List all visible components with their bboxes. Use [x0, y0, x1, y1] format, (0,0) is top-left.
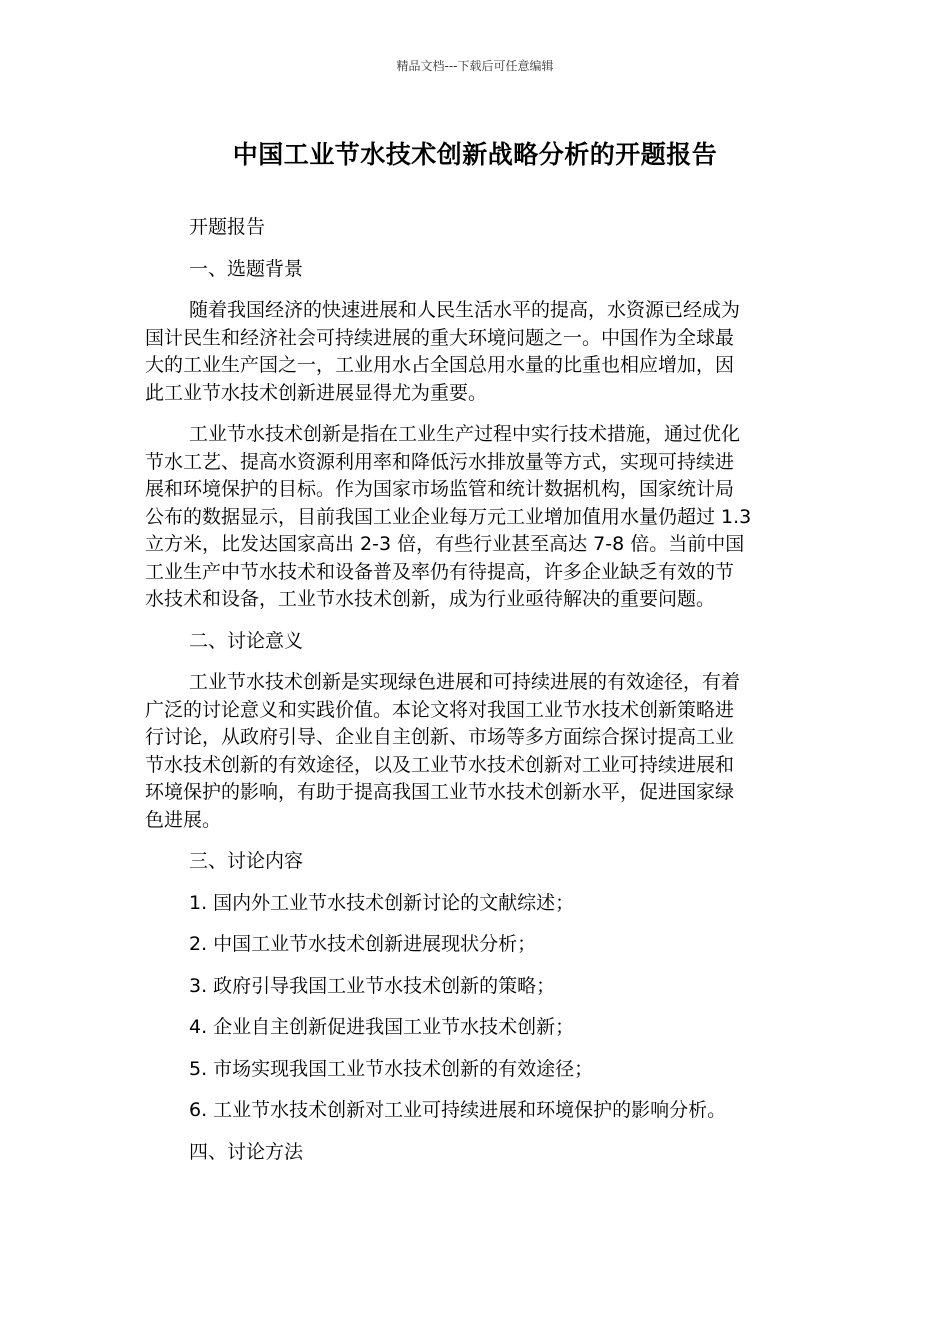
- list-item: 4. 企业自主创新促进我国工业节水技术创新；: [189, 1016, 575, 1038]
- paragraph-background-1: [145, 297, 805, 407]
- paragraph-significance: [145, 669, 805, 834]
- list-item: 5. 市场实现我国工业节水技术创新的有效途径；: [189, 1057, 594, 1080]
- paragraph-background-2: [145, 421, 805, 614]
- list-item: 3. 政府引导我国工业节水技术创新的策略；: [189, 974, 556, 997]
- paragraph-line: 立方米，比发达国家高出 2-3 倍，有些行业甚至高达 7-8 倍。当前中国: [145, 533, 745, 555]
- paragraph-line: 节水技术创新的有效途径，以及工业节水技术创新对工业可持续进展和: [145, 753, 735, 776]
- section-heading-background: 一、选题背景: [189, 257, 304, 280]
- paragraph-line: 随着我国经济的快速进展和人民生活水平的提高，水资源已经成为: [189, 299, 741, 321]
- paragraph-line: 环境保护的影响，有助于提高我国工业节水技术创新水平，促进国家绿: [145, 781, 735, 803]
- section-heading-methods: 四、讨论方法: [189, 1140, 304, 1163]
- list-item: 6. 工业节水技术创新对工业可持续进展和环境保护的影响分析。: [189, 1099, 727, 1121]
- list-item: 1. 国内外工业节水技术创新讨论的文献综述；: [189, 891, 575, 914]
- paragraph-line: 展和环境保护的目标。作为国家市场监管和统计数据机构，国家统计局: [145, 478, 735, 500]
- paragraph-line: 此工业节水技术创新进展显得尤为重要。: [145, 381, 488, 404]
- paragraph-line: 水技术和设备，工业节水技术创新，成为行业亟待解决的重要问题。: [145, 588, 716, 610]
- paragraph-line: 国计民生和经济社会可持续进展的重大环境问题之一。中国作为全球最: [145, 326, 735, 349]
- paragraph-line: 节水工艺、提高水资源利用率和降低污水排放量等方式，实现可持续进: [145, 450, 735, 473]
- paragraph-line: 工业节水技术创新是实现绿色进展和可持续进展的有效途径，有着: [189, 671, 741, 693]
- document-body: [145, 214, 805, 1166]
- paragraph-line: 大的工业生产国之一，工业用水占全国总用水量的比重也相应增加，因: [145, 354, 735, 376]
- list-item: 2. 中国工业节水技术创新进展现状分析；: [189, 933, 537, 955]
- section-heading-content: 三、讨论内容: [189, 850, 304, 872]
- document-title: 中国工业节水技术创新战略分析的开题报告: [232, 140, 718, 169]
- header-note: 精品文档---下载后可任意编辑: [396, 59, 554, 73]
- paragraph-line: 工业节水技术创新是指在工业生产过程中实行技术措施，通过优化: [189, 423, 741, 445]
- section-heading-significance: 二、讨论意义: [189, 629, 304, 652]
- paragraph-line: 工业生产中节水技术和设备普及率仍有待提高，许多企业缺乏有效的节: [145, 560, 735, 583]
- paragraph-line: 公布的数据显示，目前我国工业企业每万元工业增加值用水量仍超过 1.3: [145, 505, 752, 528]
- paragraph-line: 色进展。: [145, 808, 222, 831]
- paragraph-line: 广泛的讨论意义和实践价值。本论文将对我国工业节水技术创新策略进: [145, 698, 735, 721]
- report-label: 开题报告: [189, 216, 266, 238]
- paragraph-line: 行讨论，从政府引导、企业自主创新、市场等多方面综合探讨提高工业: [145, 726, 735, 748]
